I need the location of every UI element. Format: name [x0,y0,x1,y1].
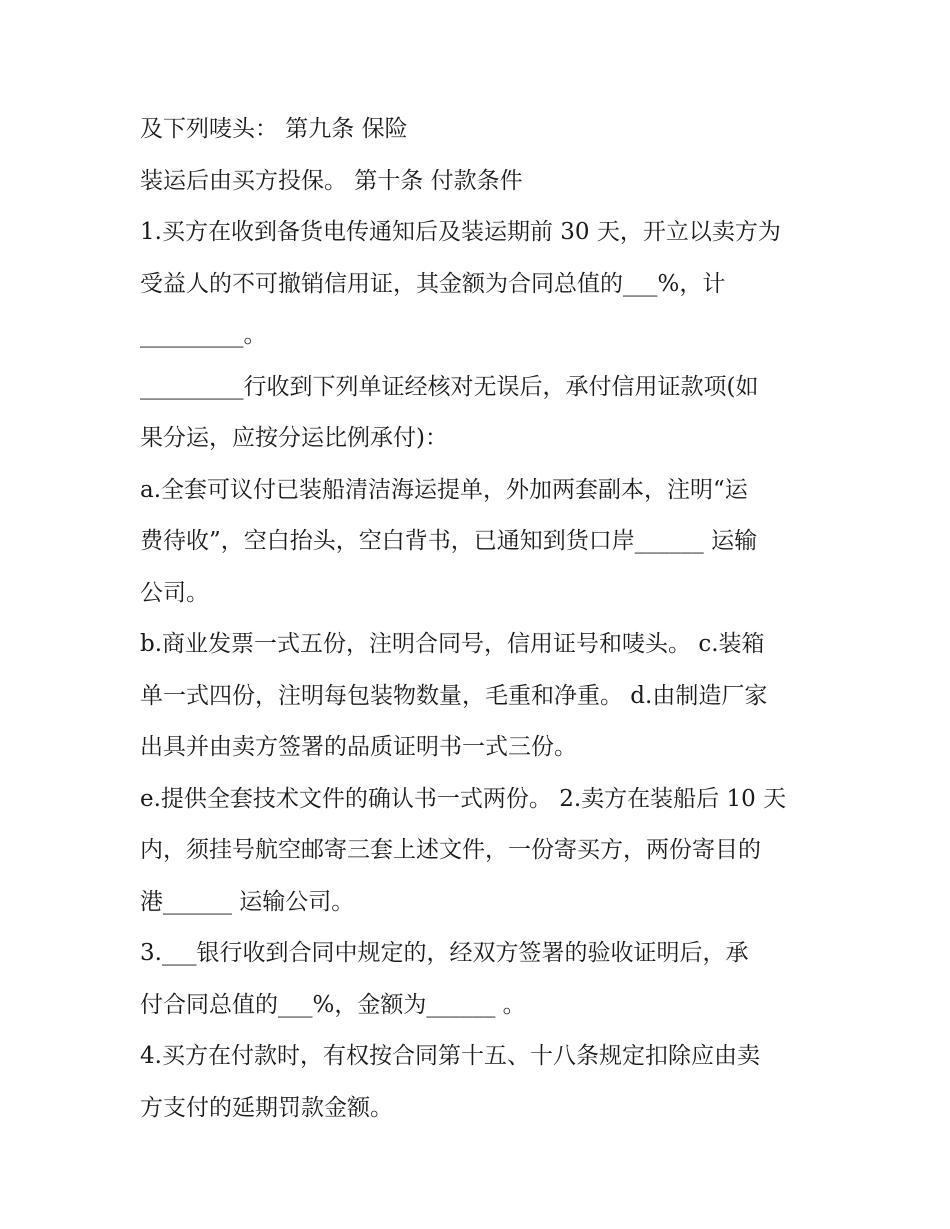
text-line: b.商业发票一式五份，注明合同号，信用证号和唛头。 c.装箱 [140,631,765,657]
text-line: 单一式四份，注明每包装物数量，毛重和净重。 d.由制造厂家 [140,682,768,709]
text-line: 装运后由买方投保。 第十条 付款条件 [140,167,523,194]
text-line: 港______ 运输公司。 [140,888,355,915]
text-line: 3.___银行收到合同中规定的，经双方签署的验收证明后，承 [140,940,749,966]
text-line: _________。 [140,322,267,348]
text-line: 及下列唛头： 第九条 保险 [140,116,408,142]
text-line: 1.买方在收到备货电传通知后及装运期前 30 天，开立以卖方为 [140,219,781,245]
text-line: _________行收到下列单证经核对无误后，承付信用证款项(如 [140,373,759,400]
text-line: 出具并由卖方签署的品质证明书一式三份。 [140,734,577,760]
document-body [140,104,820,1134]
text-line: 费待收”，空白抬头，空白背书，已通知到货口岸______ 运输 [140,528,758,554]
text-line: 方支付的延期罚款金额。 [140,1094,393,1121]
text-line: e.提供全套技术文件的确认书一式两份。 2.卖方在装船后 10 天 [140,785,787,812]
text-line: 付合同总值的___%，金额为______ 。 [140,991,526,1018]
text-line: 4.买方在付款时，有权按合同第十五、十八条规定扣除应由卖 [140,1043,760,1069]
text-line: a.全套可议付已装船清洁海运提单，外加两套副本，注明“运 [140,476,748,503]
text-line: 受益人的不可撤销信用证，其金额为合同总值的___%，计 [140,270,726,297]
text-line: 内，须挂号航空邮寄三套上述文件，一份寄买方，两份寄目的 [140,837,761,863]
text-line: 果分运，应按分运比例承付)： [140,425,448,451]
text-line: 公司。 [140,579,209,606]
